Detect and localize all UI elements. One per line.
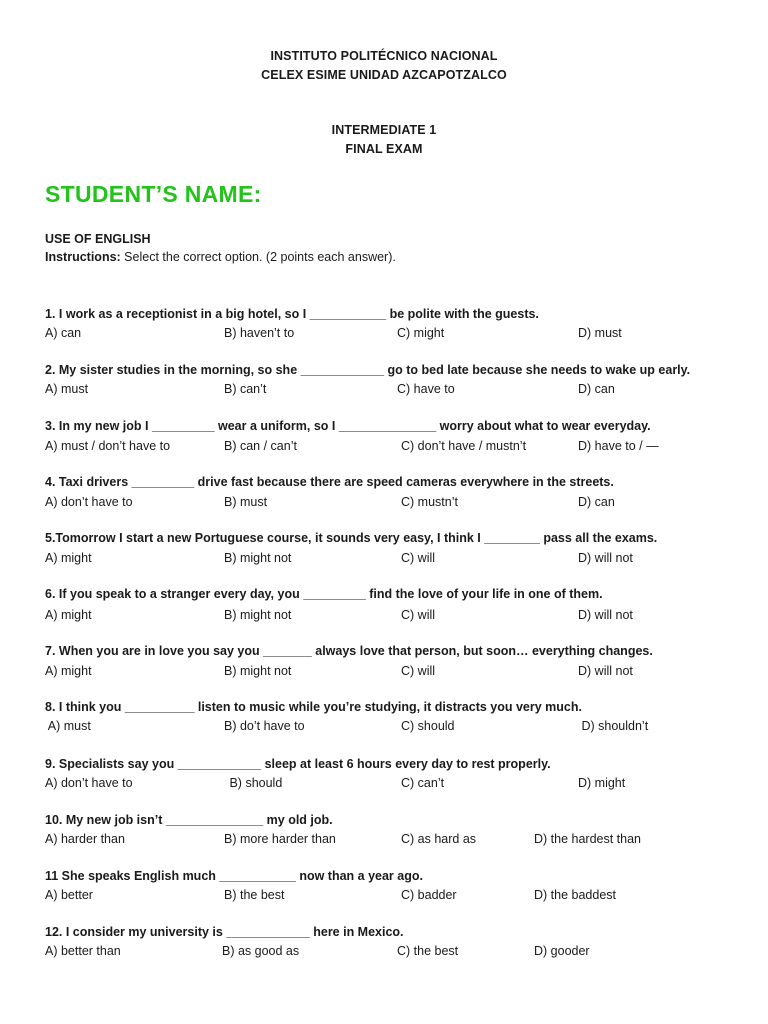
question-1-option-b[interactable]: B) haven’t to [224, 326, 295, 340]
question-8-option-d[interactable]: D) shouldn’t [578, 719, 649, 733]
question-12-option-a[interactable]: A) better than [45, 944, 121, 958]
question-11-option-b[interactable]: B) the best [224, 888, 285, 902]
question-10: 10. My new job isn’t ______________ my old job. [45, 813, 333, 827]
instructions-text: Select the correct option. (2 points each answer). [120, 250, 396, 264]
question-4: 4. Taxi drivers _________ drive fast because there are speed cameras everywhere in the streets. [45, 475, 614, 489]
question-7: 7. When you are in love you say you _______ always love that person, but soon… everything changes. [45, 644, 653, 658]
question-2-option-d[interactable]: D) can [578, 382, 615, 396]
question-8: 8. I think you __________ listen to music while you’re studying, it distracts you very much. [45, 700, 582, 714]
question-4-option-d[interactable]: D) can [578, 495, 615, 509]
question-1-option-a[interactable]: A) can [45, 326, 82, 340]
section-title: USE OF ENGLISH [45, 232, 151, 246]
question-4-option-b[interactable]: B) must [224, 495, 268, 509]
question-12-option-d[interactable]: D) gooder [534, 944, 590, 958]
question-3-option-d[interactable]: D) have to / — [578, 439, 659, 453]
question-6-option-b[interactable]: B) might not [224, 608, 292, 622]
question-11-option-d[interactable]: D) the baddest [534, 888, 616, 902]
question-3: 3. In my new job I _________ wear a uniform, so I ______________ worry about what to wear everyday. [45, 419, 651, 433]
question-7-option-c[interactable]: C) will [401, 664, 436, 678]
course-level: INTERMEDIATE 1 [331, 123, 437, 137]
student-name-label: STUDENT’S NAME: [45, 181, 262, 207]
unit-name: CELEX ESIME UNIDAD AZCAPOTZALCO [261, 68, 507, 82]
question-3-option-a[interactable]: A) must / don’t have to [45, 439, 171, 453]
question-6-option-d[interactable]: D) will not [578, 608, 633, 622]
question-9-option-b[interactable]: B) should [226, 776, 283, 790]
question-5-option-d[interactable]: D) will not [578, 551, 633, 565]
question-8-option-c[interactable]: C) should [401, 719, 455, 733]
question-3-option-b[interactable]: B) can / can’t [224, 439, 297, 453]
question-12-option-b[interactable]: B) as good as [222, 944, 300, 958]
question-5-option-b[interactable]: B) might not [224, 551, 292, 565]
question-4-option-a[interactable]: A) don’t have to [45, 495, 133, 509]
question-7-option-a[interactable]: A) might [45, 664, 92, 678]
question-4-option-c[interactable]: C) mustn’t [401, 495, 458, 509]
question-5-option-c[interactable]: C) will [401, 551, 436, 565]
institution-name: INSTITUTO POLITÉCNICO NACIONAL [270, 49, 498, 63]
question-9-option-a[interactable]: A) don’t have to [45, 776, 133, 790]
question-6: 6. If you speak to a stranger every day, you _________ find the love of your life in one of them. [45, 587, 603, 601]
question-6-option-a[interactable]: A) might [45, 608, 92, 622]
question-3-option-c[interactable]: C) don’t have / mustn’t [401, 439, 527, 453]
question-10-option-b[interactable]: B) more harder than [224, 832, 336, 846]
question-1: 1. I work as a receptionist in a big hotel, so I ___________ be polite with the guests. [45, 307, 539, 321]
exam-title: FINAL EXAM [345, 142, 423, 156]
question-10-option-a[interactable]: A) harder than [45, 832, 125, 846]
question-1-option-c[interactable]: C) might [397, 326, 445, 340]
question-7-option-d[interactable]: D) will not [578, 664, 633, 678]
question-5: 5.Tomorrow I start a new Portuguese course, it sounds very easy, I think I ________ pass all the exams. [45, 531, 658, 545]
question-9-option-d[interactable]: D) might [578, 776, 626, 790]
question-5-option-a[interactable]: A) might [45, 551, 92, 565]
question-11: 11 She speaks English much ___________ now than a year ago. [45, 869, 423, 883]
question-2-option-b[interactable]: B) can’t [224, 382, 267, 396]
question-8-option-b[interactable]: B) do’t have to [224, 719, 305, 733]
question-9: 9. Specialists say you ____________ sleep at least 6 hours every day to rest properly. [45, 757, 551, 771]
instructions [45, 250, 396, 264]
instructions-label: Instructions: [45, 250, 121, 264]
question-7-option-b[interactable]: B) might not [224, 664, 292, 678]
question-2: 2. My sister studies in the morning, so she ____________ go to bed late because she needs to wake up early. [45, 363, 691, 377]
question-12: 12. I consider my university is ____________ here in Mexico. [45, 925, 404, 939]
question-1-option-d[interactable]: D) must [578, 326, 622, 340]
question-2-option-a[interactable]: A) must [45, 382, 89, 396]
question-11-option-c[interactable]: C) badder [401, 888, 457, 902]
question-12-option-c[interactable]: C) the best [397, 944, 459, 958]
question-6-option-c[interactable]: C) will [401, 608, 436, 622]
question-11-option-a[interactable]: A) better [45, 888, 93, 902]
question-8-option-a[interactable]: A) must [45, 719, 91, 733]
question-9-option-c[interactable]: C) can’t [401, 776, 445, 790]
question-10-option-d[interactable]: D) the hardest than [534, 832, 642, 846]
question-2-option-c[interactable]: C) have to [397, 382, 455, 396]
question-10-option-c[interactable]: C) as hard as [401, 832, 477, 846]
